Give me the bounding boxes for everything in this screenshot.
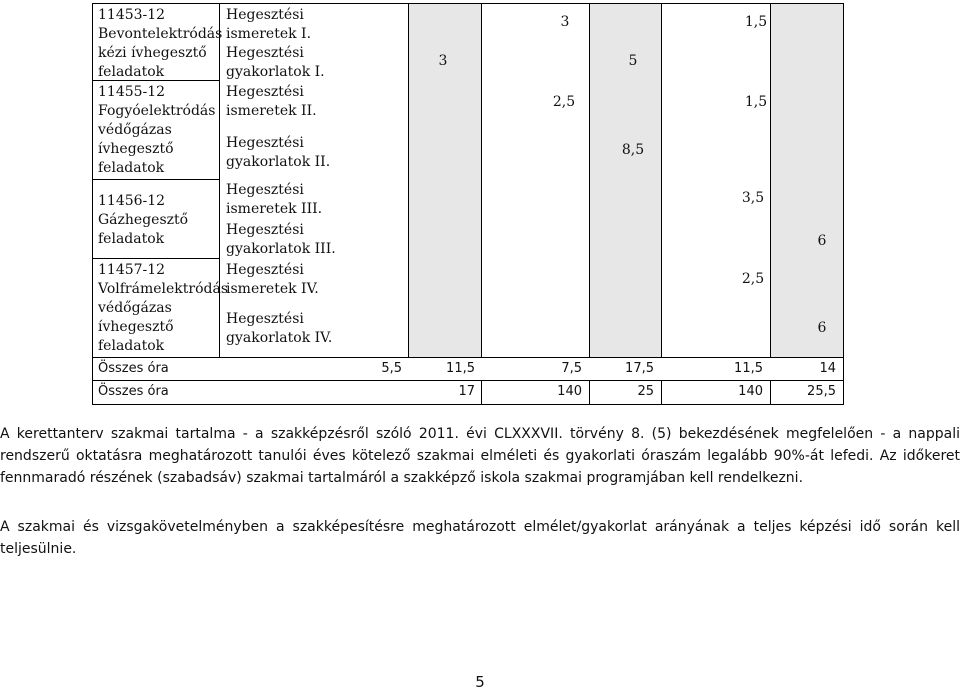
subject-name: Hegesztési gyakorlatok III. (226, 222, 336, 257)
subject-name: Hegesztési ismeretek II. (226, 84, 317, 119)
subject-name: Hegesztési ismeretek I. (226, 7, 312, 42)
column-divider (589, 380, 590, 405)
column-divider (408, 3, 409, 358)
module-name: 11457-12 Volfrámelektródás védőgázas ívhegesztő feladatok (98, 262, 228, 354)
row-divider (92, 380, 844, 381)
hour-value: 6 (817, 233, 827, 249)
subject-name: Hegesztési ismeretek IV. (226, 262, 319, 297)
column-divider (589, 3, 590, 358)
column-divider (481, 3, 482, 358)
column-divider (661, 380, 662, 405)
total-value: 17 (458, 384, 475, 399)
total-value: 140 (557, 384, 582, 399)
column-divider (770, 3, 771, 358)
column-divider (770, 380, 771, 405)
total-value: 140 (738, 384, 763, 399)
row-divider (92, 258, 219, 259)
total-value: 11,5 (446, 361, 475, 376)
curriculum-table (92, 3, 844, 407)
column-divider (481, 380, 482, 405)
totals-label: Összes óra (98, 384, 169, 399)
totals-label: Összes óra (98, 361, 169, 376)
row-divider (92, 179, 219, 180)
hour-value: 5 (628, 53, 638, 69)
shaded-column (770, 3, 843, 357)
hour-value: 1,5 (744, 14, 768, 30)
hour-value: 3,5 (741, 190, 765, 206)
total-value: 5,5 (381, 361, 402, 376)
total-value: 25,5 (807, 384, 836, 399)
table-border-top (92, 3, 844, 4)
module-name: 11455-12 Fogyóelektródás védőgázas ívhegesztő feladatok (98, 84, 216, 176)
page-number: 5 (475, 673, 485, 691)
hour-value: 1,5 (744, 94, 768, 110)
hour-value: 3 (438, 53, 448, 69)
total-value: 7,5 (561, 361, 582, 376)
row-divider (92, 357, 844, 358)
module-name: 11456-12 Gázhegesztő feladatok (98, 193, 189, 247)
hour-value: 6 (817, 320, 827, 336)
module-name: 11453-12 Bevontelektródás kézi ívhegesztő feladatok (98, 7, 223, 80)
column-divider (661, 3, 662, 358)
total-value: 25 (637, 384, 654, 399)
total-value: 11,5 (734, 361, 763, 376)
table-border-right (843, 3, 844, 405)
hour-value: 2,5 (741, 271, 765, 287)
subject-name: Hegesztési ismeretek III. (226, 182, 323, 217)
hour-value: 8,5 (621, 142, 645, 158)
subject-name: Hegesztési gyakorlatok II. (226, 135, 331, 170)
total-value: 17,5 (625, 361, 654, 376)
subject-name: Hegesztési gyakorlatok I. (226, 45, 325, 80)
paragraph: A szakmai és vizsgakövetelményben a szakképesítésre meghatározott elmélet/gyakorlat arányának a teljes képzési idő során kell teljesülnie. (0, 519, 960, 557)
subject-name: Hegesztési gyakorlatok IV. (226, 311, 333, 346)
hour-value: 2,5 (552, 94, 576, 110)
table-border-bottom (92, 404, 844, 405)
total-value: 14 (819, 361, 836, 376)
hour-value: 3 (560, 14, 570, 30)
table-border-left (92, 3, 93, 405)
paragraph: A kerettanterv szakmai tartalma - a szakképzésről szóló 2011. évi CLXXXVII. törvény 8. (5) bekezdésének megfelelően - a nappali rendszerű oktatásra meghatározott tanulói éves kötelező szakmai elméleti és gyakorlati óraszám legalább 90%-át lefedi. Az időkeret fennmaradó részének (szabadsáv) szakmai tartalmáról a szakképző iskola szakmai programjában kell rendelkezni. (0, 426, 960, 486)
